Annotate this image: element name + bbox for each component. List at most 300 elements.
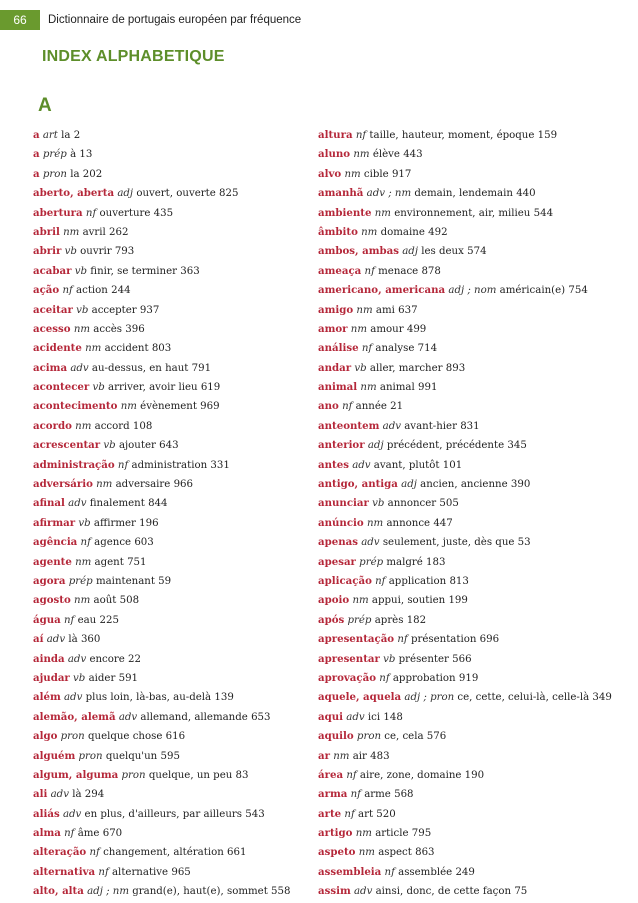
- frequency-rank: 53: [517, 537, 531, 549]
- definition: appui, soutien: [371, 595, 446, 607]
- frequency-rank: 360: [80, 634, 101, 646]
- part-of-speech: nf: [364, 265, 375, 277]
- part-of-speech: vb: [372, 498, 385, 510]
- frequency-rank: 568: [394, 789, 414, 801]
- definition: à: [70, 149, 77, 161]
- headword: agosto: [33, 594, 71, 607]
- part-of-speech: vb: [383, 653, 396, 665]
- headword: alto, alta: [33, 885, 84, 898]
- headword: aspeto: [318, 846, 356, 859]
- definition: ancien, ancienne: [420, 479, 508, 491]
- definition: quelque, un peu: [148, 769, 233, 781]
- headword: ainda: [33, 652, 65, 665]
- index-entry: [318, 417, 636, 436]
- index-entry: [318, 785, 636, 804]
- headword: arma: [318, 788, 348, 801]
- index-entry: [318, 145, 636, 164]
- headword: após: [318, 613, 345, 626]
- part-of-speech: vb: [354, 362, 367, 374]
- headword: algo: [33, 730, 58, 743]
- index-entry: [33, 494, 318, 513]
- index-entry: [318, 863, 636, 882]
- frequency-rank: 262: [109, 226, 129, 238]
- part-of-speech: nf: [63, 614, 75, 626]
- headword: alguém: [33, 749, 76, 762]
- definition: plus loin, là-bas, au-delà: [85, 692, 212, 704]
- index-entry: [33, 145, 318, 164]
- part-of-speech: nf: [346, 769, 357, 781]
- frequency-rank: 863: [415, 847, 435, 859]
- frequency-rank: 803: [151, 343, 172, 355]
- headword: aqui: [318, 710, 344, 723]
- part-of-speech: vb: [64, 246, 77, 258]
- index-entry: [33, 824, 318, 843]
- frequency-rank: 661: [227, 847, 247, 859]
- headword: aliás: [33, 807, 60, 820]
- frequency-rank: 294: [84, 789, 105, 801]
- part-of-speech: nf: [342, 401, 353, 413]
- frequency-rank: 969: [200, 401, 220, 413]
- definition: accepter: [91, 304, 137, 316]
- headword: acidente: [33, 342, 82, 355]
- part-of-speech: nm: [75, 420, 92, 432]
- headword: artigo: [318, 827, 353, 840]
- frequency-rank: 544: [533, 207, 554, 219]
- definition: ce, cette, celui-là, celle-là: [457, 692, 590, 704]
- definition: encore: [89, 653, 125, 665]
- headword: alvo: [318, 167, 342, 180]
- page-number: 66: [0, 10, 40, 30]
- headword: acontecimento: [33, 400, 118, 413]
- index-entry: [318, 184, 636, 203]
- index-entry: [33, 262, 318, 281]
- definition: ouvrir: [80, 246, 112, 258]
- part-of-speech: vb: [74, 265, 88, 277]
- frequency-rank: 505: [439, 498, 459, 510]
- index-entry: [318, 301, 636, 320]
- frequency-rank: 59: [158, 575, 172, 587]
- frequency-rank: 643: [159, 440, 179, 452]
- definition: ouverture: [99, 207, 151, 219]
- part-of-speech: nm: [63, 226, 80, 238]
- part-of-speech: nf: [62, 285, 73, 297]
- part-of-speech: nf: [379, 672, 390, 684]
- frequency-rank: 670: [102, 828, 123, 840]
- frequency-rank: 363: [180, 265, 200, 277]
- frequency-rank: 440: [516, 188, 536, 200]
- definition: année: [355, 401, 387, 413]
- headword: aprovação: [318, 671, 377, 684]
- index-entry: [33, 669, 318, 688]
- headword: apoio: [318, 594, 350, 607]
- definition: aller, marcher: [369, 362, 443, 374]
- part-of-speech: nf: [355, 130, 367, 141]
- part-of-speech: nf: [85, 207, 97, 219]
- frequency-rank: 637: [398, 304, 418, 316]
- index-entry: [318, 824, 636, 843]
- headword: administração: [33, 458, 115, 471]
- frequency-rank: 182: [406, 614, 427, 626]
- frequency-rank: 349: [592, 692, 612, 704]
- frequency-rank: 396: [125, 323, 145, 335]
- headword: algum, alguma: [33, 768, 119, 781]
- headword: aplicação: [318, 574, 372, 587]
- part-of-speech: nm: [73, 323, 91, 335]
- definition: seulement, juste, dès que: [382, 537, 515, 549]
- definition: accident: [104, 343, 149, 355]
- definition: élève: [372, 149, 400, 161]
- part-of-speech: adv: [382, 420, 401, 432]
- part-of-speech: nm: [353, 149, 370, 161]
- index-entry: [33, 359, 318, 378]
- frequency-rank: 878: [421, 265, 441, 277]
- frequency-rank: 443: [403, 149, 423, 161]
- frequency-rank: 148: [383, 711, 403, 723]
- part-of-speech: prép: [68, 575, 93, 587]
- definition: après: [374, 614, 404, 626]
- headword: alma: [33, 827, 61, 840]
- headword: abrir: [33, 245, 62, 258]
- headword: altura: [318, 129, 353, 141]
- headword: acabar: [33, 264, 72, 277]
- index-entry: [318, 223, 636, 242]
- index-entry: [318, 378, 636, 397]
- definition: présentation: [410, 634, 477, 646]
- frequency-rank: 619: [200, 382, 221, 394]
- definition: là: [72, 789, 82, 801]
- headword: aí: [33, 633, 44, 646]
- frequency-rank: 22: [128, 653, 142, 665]
- part-of-speech: nf: [117, 459, 129, 471]
- index-entry: [318, 339, 636, 358]
- part-of-speech: nf: [375, 575, 386, 587]
- definition: précédent, précédente: [386, 440, 505, 452]
- headword: afinal: [33, 497, 65, 510]
- index-entry: [33, 688, 318, 707]
- frequency-rank: 83: [235, 769, 249, 781]
- index-entry: [318, 727, 636, 746]
- headword: andar: [318, 361, 352, 374]
- definition: avant-hier: [404, 420, 457, 432]
- part-of-speech: nm: [350, 323, 368, 335]
- index-entry: [33, 708, 318, 727]
- part-of-speech: nf: [350, 789, 361, 801]
- definition: art: [358, 808, 374, 820]
- index-entry: [33, 727, 318, 746]
- index-entry: [318, 359, 636, 378]
- part-of-speech: adj: [402, 246, 418, 258]
- frequency-rank: 199: [448, 595, 468, 607]
- frequency-rank: 576: [426, 731, 447, 743]
- part-of-speech: prép: [42, 149, 67, 161]
- index-entry: [318, 688, 636, 707]
- headword: acordo: [33, 419, 72, 432]
- definition: allemand, allemande: [140, 711, 248, 723]
- definition: analyse: [375, 343, 415, 355]
- definition: air: [352, 750, 367, 762]
- headword: arte: [318, 807, 342, 820]
- headword: apenas: [318, 536, 358, 549]
- headword: a: [33, 129, 40, 141]
- definition: malgré: [386, 556, 423, 568]
- headword: ali: [33, 788, 48, 801]
- frequency-rank: 492: [428, 226, 448, 238]
- index-entry: [33, 533, 318, 552]
- frequency-rank: 791: [191, 362, 212, 374]
- frequency-rank: 183: [426, 556, 446, 568]
- part-of-speech: adv: [353, 886, 373, 898]
- definition: avril: [82, 226, 106, 238]
- definition: menace: [378, 265, 419, 277]
- definition: ouvert, ouverte: [136, 188, 216, 200]
- frequency-rank: 603: [134, 537, 154, 549]
- headword: acesso: [33, 322, 71, 335]
- definition: ainsi, donc, de cette façon: [375, 886, 512, 898]
- headword: acrescentar: [33, 439, 101, 452]
- part-of-speech: vb: [92, 382, 105, 394]
- index-entry: [318, 533, 636, 552]
- index-entry: [318, 591, 636, 610]
- frequency-rank: 225: [99, 614, 119, 626]
- part-of-speech: nm: [333, 750, 350, 762]
- index-entry: [318, 611, 636, 630]
- definition: la: [61, 130, 71, 141]
- definition: administration: [131, 459, 208, 471]
- index-entry: [318, 650, 636, 669]
- index-entry: [33, 397, 318, 416]
- definition: quelqu'un: [105, 750, 158, 762]
- headword: ajudar: [33, 671, 70, 684]
- part-of-speech: nm: [355, 828, 372, 840]
- part-of-speech: nm: [96, 479, 113, 491]
- part-of-speech: adv: [62, 808, 82, 820]
- headword: adversário: [33, 478, 93, 491]
- headword: área: [318, 768, 344, 781]
- headword: a: [33, 148, 40, 161]
- index-entry: [318, 514, 636, 533]
- part-of-speech: art: [42, 130, 58, 141]
- index-entry: [318, 281, 636, 300]
- definition: application: [388, 575, 447, 587]
- headword: ambiente: [318, 206, 372, 219]
- running-title: Dictionnaire de portugais européen par fréquence: [48, 14, 302, 26]
- index-entry: [318, 494, 636, 513]
- definition: taille, hauteur, moment, époque: [369, 130, 535, 141]
- index-entry: [33, 630, 318, 649]
- frequency-rank: 520: [376, 808, 396, 820]
- frequency-rank: 844: [148, 498, 168, 510]
- index-entry: [33, 805, 318, 824]
- index-entry: [33, 223, 318, 242]
- definition: aspect: [378, 847, 412, 859]
- index-entry: [33, 281, 318, 300]
- definition: grand(e), haut(e), sommet: [132, 886, 268, 898]
- definition: adversaire: [115, 479, 171, 491]
- index-entry: [33, 242, 318, 261]
- definition: avant, plutôt: [373, 459, 440, 471]
- index-entry: [33, 475, 318, 494]
- definition: ajouter: [118, 440, 156, 452]
- index-entry: [318, 747, 636, 766]
- frequency-rank: 813: [449, 575, 469, 587]
- definition: quelque chose: [87, 731, 163, 743]
- index-entry: [33, 766, 318, 785]
- frequency-rank: 595: [160, 750, 180, 762]
- definition: la: [70, 168, 80, 180]
- headword: americano, americana: [318, 284, 446, 297]
- index-entry: [318, 708, 636, 727]
- part-of-speech: adj: [367, 440, 384, 452]
- definition: accord: [94, 420, 130, 432]
- frequency-rank: 795: [411, 828, 432, 840]
- frequency-rank: 101: [442, 459, 463, 471]
- part-of-speech: nm: [75, 556, 92, 568]
- page-header: [0, 10, 301, 30]
- index-entry: [33, 591, 318, 610]
- frequency-rank: 696: [479, 634, 500, 646]
- definition: approbation: [392, 672, 456, 684]
- headword: apresentar: [318, 652, 380, 665]
- headword: assembleia: [318, 865, 382, 878]
- headword: apresentação: [318, 633, 395, 646]
- headword: acontecer: [33, 381, 90, 394]
- part-of-speech: adv: [46, 634, 66, 646]
- index-entry: [318, 669, 636, 688]
- part-of-speech: nm: [374, 207, 391, 219]
- definition: cible: [363, 168, 389, 180]
- headword: alteração: [33, 846, 87, 859]
- part-of-speech: nm: [85, 343, 102, 355]
- frequency-rank: 751: [127, 556, 147, 568]
- frequency-rank: 159: [537, 130, 558, 141]
- frequency-rank: 566: [452, 653, 472, 665]
- index-entry: [33, 785, 318, 804]
- index-entry: [33, 863, 318, 882]
- definition: alternative: [111, 866, 169, 878]
- index-entry: [318, 766, 636, 785]
- index-entry: [33, 553, 318, 572]
- index-entry: [318, 843, 636, 862]
- part-of-speech: nm: [356, 304, 373, 316]
- definition: affirmer: [93, 517, 136, 529]
- index-entry: [318, 456, 636, 475]
- frequency-rank: 196: [139, 517, 159, 529]
- headword: animal: [318, 381, 358, 394]
- frequency-rank: 331: [210, 459, 230, 471]
- index-entry: [33, 747, 318, 766]
- index-entry: [318, 882, 636, 901]
- definition: évènement: [140, 401, 197, 413]
- index-entry: [33, 572, 318, 591]
- frequency-rank: 653: [251, 711, 271, 723]
- definition: ce, cela: [384, 731, 424, 743]
- definition: en plus, d'ailleurs, par ailleurs: [84, 808, 242, 820]
- index-entry: [33, 882, 318, 901]
- part-of-speech: adv ; nm: [366, 188, 412, 200]
- headword: ambos, ambas: [318, 245, 399, 258]
- frequency-rank: 249: [455, 866, 475, 878]
- definition: arme: [364, 789, 391, 801]
- definition: ici: [367, 711, 381, 723]
- definition: domaine: [380, 226, 425, 238]
- definition: aire, zone, domaine: [359, 769, 462, 781]
- headword: âmbito: [318, 225, 358, 238]
- frequency-rank: 139: [214, 692, 234, 704]
- headword: aceitar: [33, 303, 73, 316]
- definition: présenter: [398, 653, 449, 665]
- part-of-speech: pron: [60, 731, 85, 743]
- index-entry: [318, 572, 636, 591]
- part-of-speech: nf: [98, 866, 109, 878]
- definition: animal: [379, 382, 415, 394]
- headword: alemão, alemã: [33, 710, 116, 723]
- part-of-speech: pron: [121, 769, 146, 781]
- definition: finalement: [89, 498, 145, 510]
- part-of-speech: adv: [118, 711, 138, 723]
- frequency-rank: 13: [79, 149, 93, 161]
- frequency-rank: 483: [370, 750, 390, 762]
- headword: anúncio: [318, 516, 364, 529]
- headword: além: [33, 691, 61, 704]
- index-entry: [318, 630, 636, 649]
- index-column-right: [318, 126, 636, 902]
- headword: ação: [33, 284, 60, 297]
- frequency-rank: 937: [139, 304, 160, 316]
- headword: aquilo: [318, 730, 354, 743]
- part-of-speech: adj ; pron: [404, 692, 455, 704]
- definition: assemblée: [398, 866, 453, 878]
- frequency-rank: 965: [171, 866, 191, 878]
- headword: água: [33, 613, 61, 626]
- index-entry: [33, 320, 318, 339]
- headword: agência: [33, 536, 78, 549]
- definition: article: [375, 828, 409, 840]
- definition: environnement, air, milieu: [394, 207, 531, 219]
- part-of-speech: nf: [361, 343, 373, 355]
- frequency-rank: 893: [445, 362, 466, 374]
- headword: alternativa: [33, 865, 96, 878]
- headword: ar: [318, 749, 330, 762]
- headword: ameaça: [318, 264, 362, 277]
- part-of-speech: nf: [344, 808, 355, 820]
- part-of-speech: nf: [397, 634, 408, 646]
- part-of-speech: nm: [344, 168, 361, 180]
- headword: amor: [318, 322, 348, 335]
- frequency-rank: 2: [73, 130, 81, 141]
- headword: a: [33, 167, 40, 180]
- letter-heading: A: [38, 95, 52, 116]
- part-of-speech: nm: [360, 382, 377, 394]
- part-of-speech: adj: [401, 479, 417, 491]
- headword: aluno: [318, 148, 351, 161]
- part-of-speech: nm: [352, 595, 369, 607]
- frequency-rank: 919: [458, 672, 479, 684]
- index-entry: [318, 204, 636, 223]
- index-entry: [33, 165, 318, 184]
- index-entry: [318, 436, 636, 455]
- part-of-speech: adv: [67, 653, 87, 665]
- definition: annoncer: [387, 498, 437, 510]
- index-entry: [318, 126, 636, 145]
- headword: ano: [318, 400, 339, 413]
- part-of-speech: pron: [42, 168, 67, 180]
- index-entry: [33, 378, 318, 397]
- index-entry: [318, 397, 636, 416]
- frequency-rank: 574: [467, 246, 487, 258]
- headword: agora: [33, 574, 66, 587]
- headword: apesar: [318, 555, 356, 568]
- part-of-speech: adv: [361, 537, 380, 549]
